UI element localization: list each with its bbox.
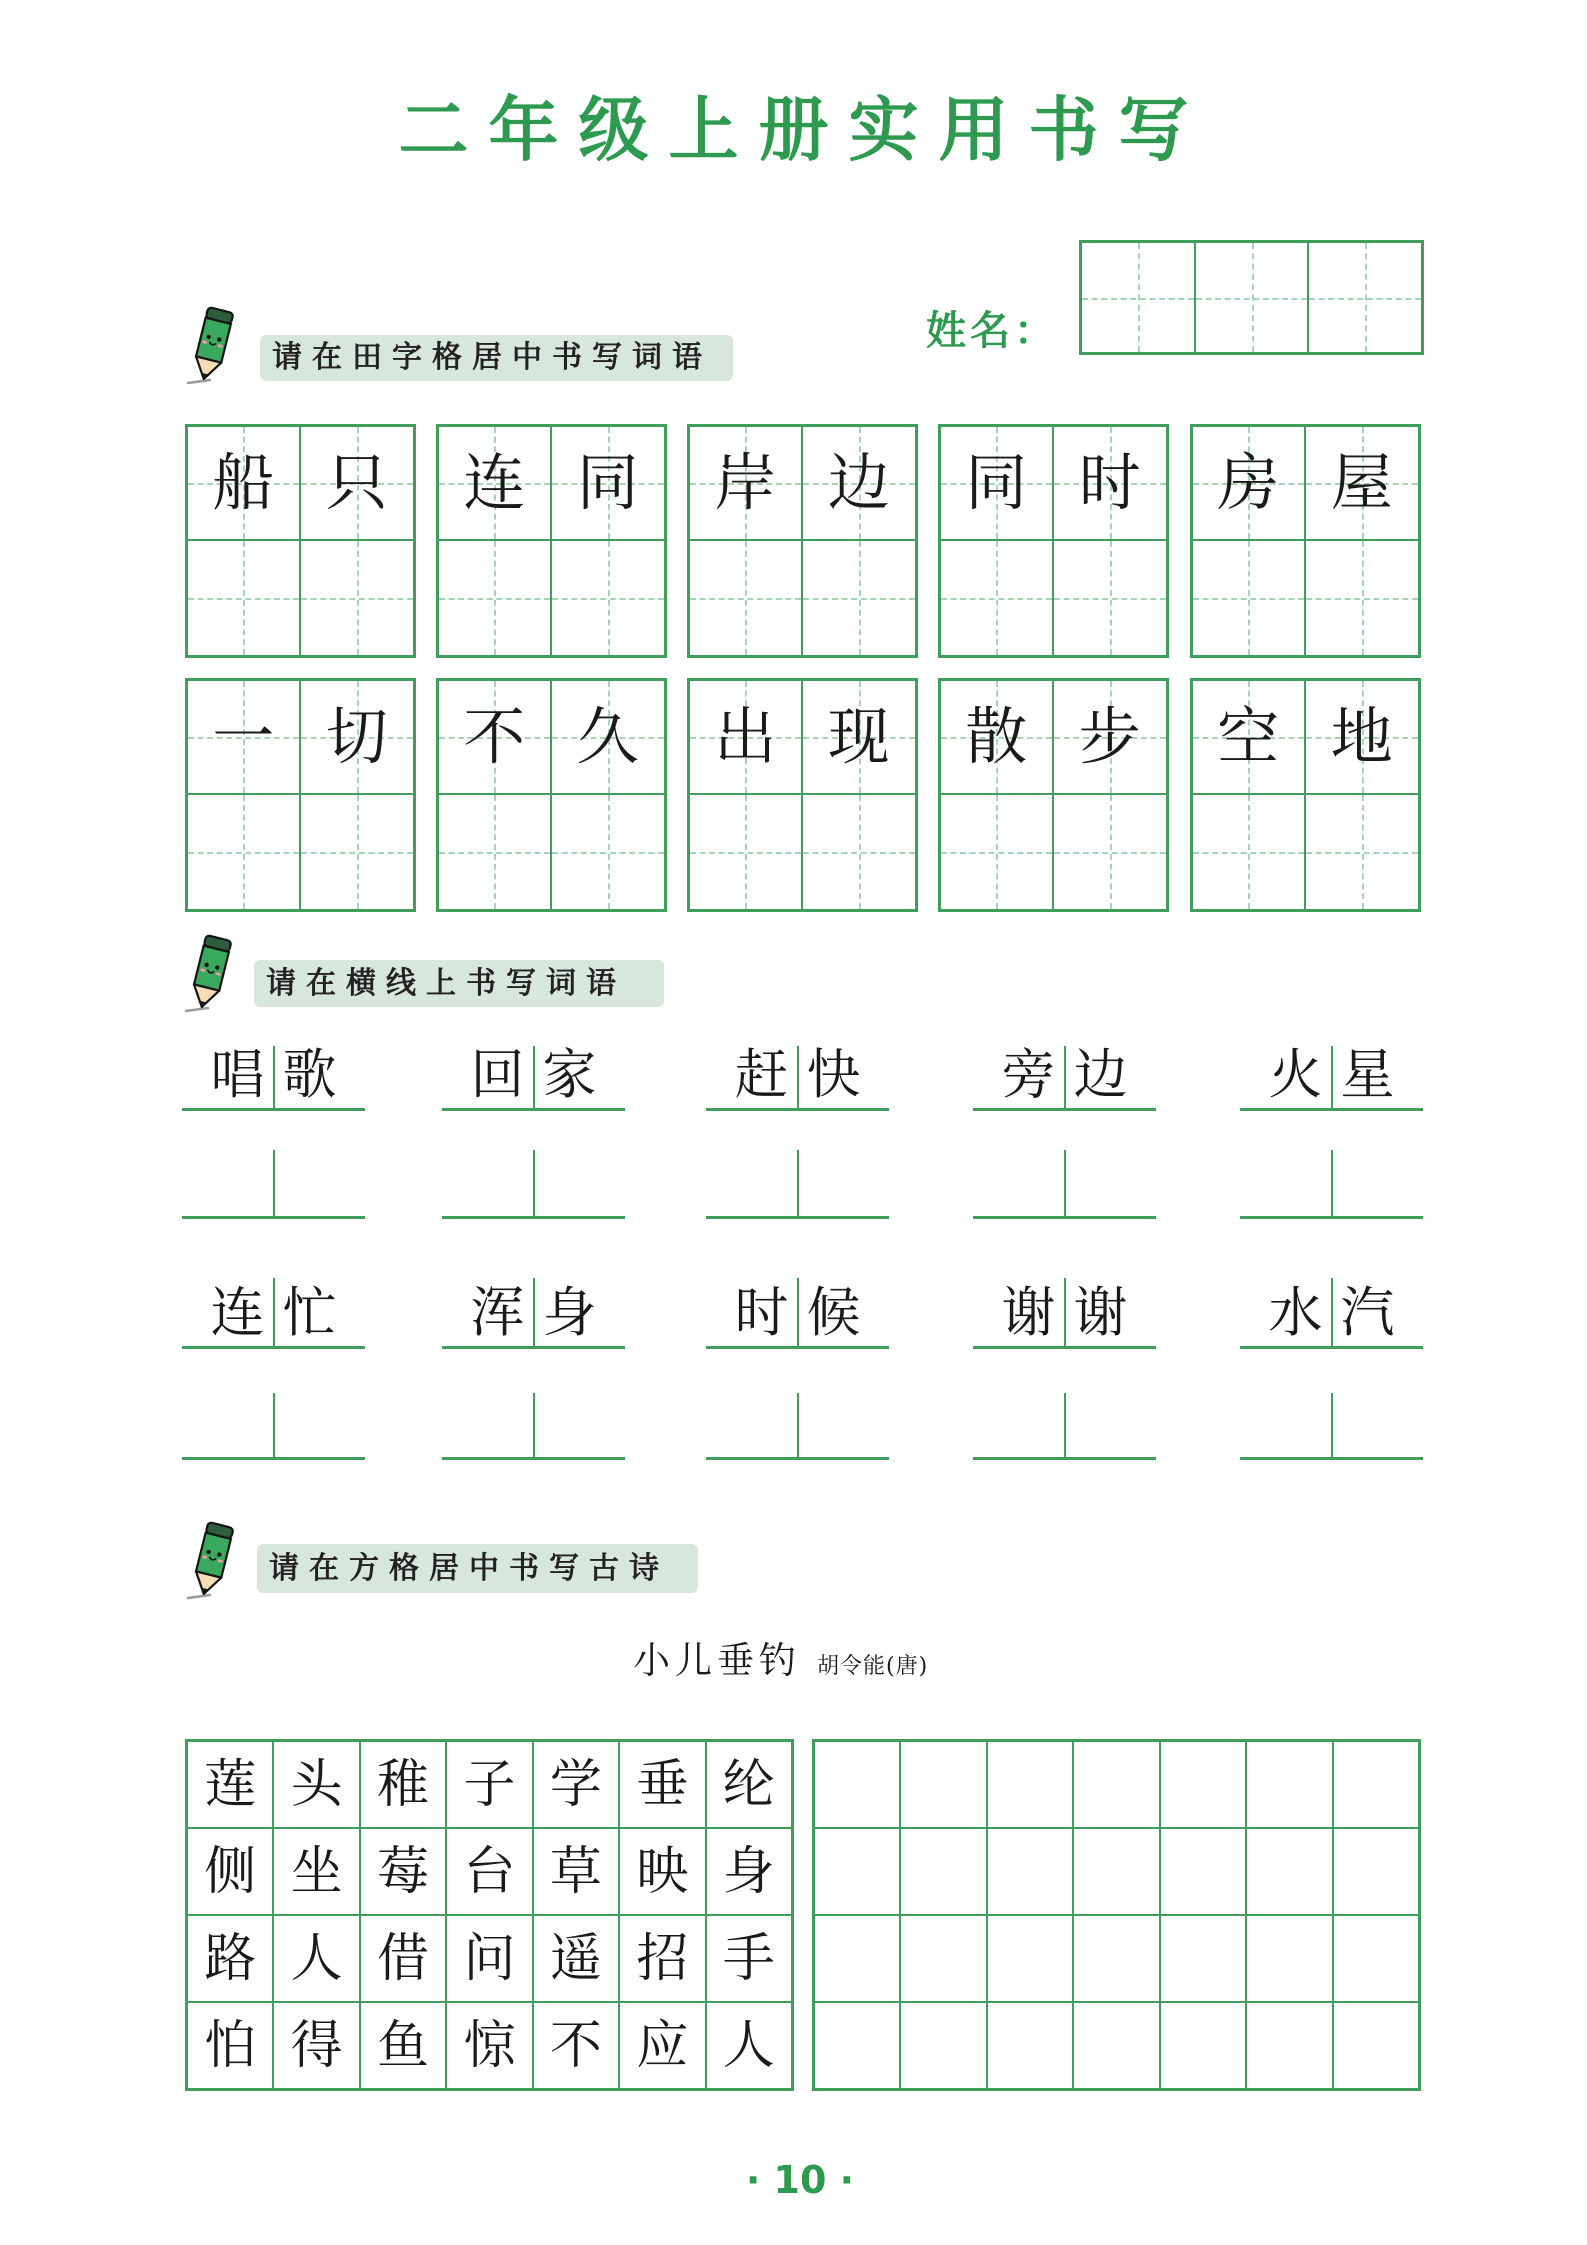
poem-char: 头 [274, 1742, 360, 1827]
line-word-char: 连 [210, 1281, 265, 1344]
line-word-char: 候 [806, 1281, 861, 1344]
line-word-char: 谢 [1001, 1281, 1056, 1344]
tian-cell [1193, 427, 1306, 541]
line-divider [273, 1150, 275, 1216]
practice-line [442, 1150, 625, 1219]
line-divider [797, 1046, 799, 1108]
tian-cell [941, 681, 1054, 795]
word-char: 只 [325, 446, 388, 519]
poem-char: 应 [620, 2003, 706, 2088]
practice-cell [1074, 1916, 1160, 2001]
tian-cell [188, 795, 301, 909]
poem-char: 垂 [620, 1742, 706, 1827]
poem-char: 不 [534, 2003, 620, 2088]
poem-line [188, 2003, 791, 2088]
poem-char: 莓 [361, 1829, 447, 1914]
word-grid-block [687, 424, 918, 658]
poem-char: 草 [534, 1829, 620, 1914]
practice-cell [815, 1742, 901, 1827]
poem-char: 侧 [188, 1829, 274, 1914]
practice-cell [901, 1742, 987, 1827]
line-divider [273, 1046, 275, 1108]
practice-cell [1334, 1742, 1418, 1827]
poem-char: 纶 [722, 1754, 775, 1815]
tian-cell [1054, 541, 1167, 655]
poem-author: 胡令能(唐) [817, 1654, 929, 1679]
poem-line [188, 1742, 791, 1829]
practice-line [182, 1393, 365, 1460]
practice-cell [1247, 1742, 1333, 1827]
line-word-char: 忙 [282, 1281, 337, 1344]
line-word [1240, 1270, 1423, 1349]
tian-cell [803, 681, 916, 795]
line-divider [1064, 1046, 1066, 1108]
practice-line [1240, 1393, 1423, 1460]
tian-cell [803, 427, 916, 541]
practice-line [973, 1393, 1156, 1460]
word-char: 屋 [1330, 446, 1393, 519]
poem-line [188, 1916, 791, 2003]
tian-cell [1054, 681, 1167, 795]
poem-char: 惊 [447, 2003, 533, 2088]
practice-cell [1161, 1916, 1247, 2001]
line-divider [273, 1278, 275, 1346]
poem-char: 鱼 [361, 2003, 447, 2088]
line-word-char: 家 [542, 1043, 597, 1106]
poem-char: 路 [188, 1916, 274, 2001]
tian-cell [803, 795, 916, 909]
word-char: 同 [965, 446, 1028, 519]
practice-row [815, 2003, 1418, 2088]
word-char: 一 [212, 700, 275, 773]
practice-line [442, 1393, 625, 1460]
practice-line [706, 1150, 889, 1219]
line-word-char: 水 [1268, 1281, 1323, 1344]
poem-line [188, 1829, 791, 1916]
name-box-cell [1082, 243, 1196, 352]
word-grid-block [185, 424, 416, 658]
poem-char: 稚 [361, 1742, 447, 1827]
practice-cell [988, 1742, 1074, 1827]
tian-cell [941, 795, 1054, 909]
tian-cell [803, 541, 916, 655]
tian-cell [690, 795, 803, 909]
line-divider [1064, 1278, 1066, 1346]
line-divider [533, 1046, 535, 1108]
practice-cell [1334, 2003, 1418, 2088]
poem-heading [633, 1630, 928, 1684]
line-divider [797, 1278, 799, 1346]
word-char: 连 [463, 446, 526, 519]
name-box-cell [1196, 243, 1310, 352]
practice-cell [1334, 1829, 1418, 1914]
word-char: 现 [827, 700, 890, 773]
poem-char: 学 [534, 1742, 620, 1827]
practice-line [973, 1150, 1156, 1219]
tian-cell [439, 541, 552, 655]
line-word [1240, 1040, 1423, 1111]
practice-cell [1247, 2003, 1333, 2088]
line-word-char: 汽 [1340, 1281, 1395, 1344]
line-word-char: 谢 [1073, 1281, 1128, 1344]
practice-cell [988, 1916, 1074, 2001]
poem-title: 小儿垂钓 [633, 1639, 801, 1682]
poem-char: 人 [722, 2015, 775, 2076]
poem-char: 招 [620, 1916, 706, 2001]
practice-line [1240, 1150, 1423, 1219]
line-word-char: 星 [1340, 1043, 1395, 1106]
tian-cell [439, 795, 552, 909]
tian-cell [301, 427, 414, 541]
line-divider [1331, 1393, 1333, 1457]
practice-cell [988, 1829, 1074, 1914]
name-box-cell [1309, 243, 1421, 352]
practice-cell [1247, 1916, 1333, 2001]
word-grid-block [185, 678, 416, 912]
page-number: · 10 · [745, 2158, 855, 2202]
poem-char: 怕 [188, 2003, 274, 2088]
word-grid-block [436, 424, 667, 658]
word-char: 散 [965, 700, 1028, 773]
practice-cell [901, 2003, 987, 2088]
word-char: 房 [1217, 446, 1280, 519]
line-word [706, 1040, 889, 1111]
section-label-line-words: 请在横线上书写词语 [254, 960, 664, 1007]
word-grid-block [436, 678, 667, 912]
line-word [182, 1270, 365, 1349]
line-word-char: 唱 [210, 1043, 265, 1106]
word-char: 船 [212, 446, 275, 519]
practice-cell [1161, 1829, 1247, 1914]
practice-cell [1074, 1829, 1160, 1914]
tian-cell [552, 795, 665, 909]
pencil-icon [184, 1521, 240, 1601]
line-word-char: 火 [1268, 1043, 1323, 1106]
line-word-char: 歌 [282, 1043, 337, 1106]
tian-cell [1193, 541, 1306, 655]
practice-row [815, 1916, 1418, 2003]
word-char: 久 [576, 700, 639, 773]
tian-cell [1306, 427, 1419, 541]
line-word [973, 1270, 1156, 1349]
poem-char: 人 [274, 1916, 360, 2001]
practice-cell [1074, 1742, 1160, 1827]
practice-row [815, 1829, 1418, 1916]
pencil-icon [184, 306, 240, 386]
practice-cell [1161, 1742, 1247, 1827]
line-divider [1331, 1046, 1333, 1108]
word-char: 空 [1217, 700, 1280, 773]
line-word [442, 1270, 625, 1349]
practice-cell [1247, 1829, 1333, 1914]
tian-cell [188, 541, 301, 655]
practice-line [182, 1150, 365, 1219]
practice-cell [901, 1829, 987, 1914]
line-word-char: 快 [806, 1043, 861, 1106]
word-grid-block [687, 678, 918, 912]
line-divider [1064, 1393, 1066, 1457]
line-divider [797, 1393, 799, 1457]
practice-cell [815, 1916, 901, 2001]
tian-cell [1054, 427, 1167, 541]
line-divider [797, 1150, 799, 1216]
line-word-char: 浑 [470, 1281, 525, 1344]
line-word-char: 时 [734, 1281, 789, 1344]
tian-cell [1306, 681, 1419, 795]
line-word-char: 回 [470, 1043, 525, 1106]
word-char: 岸 [714, 446, 777, 519]
word-char: 同 [576, 446, 639, 519]
tian-cell [690, 427, 803, 541]
tian-cell [552, 681, 665, 795]
word-grid-block [938, 424, 1169, 658]
practice-cell [901, 1916, 987, 2001]
practice-cell [1074, 2003, 1160, 2088]
practice-cell [1334, 1916, 1418, 2001]
word-grid-block [938, 678, 1169, 912]
practice-cell [988, 2003, 1074, 2088]
line-divider [533, 1150, 535, 1216]
word-char: 地 [1330, 700, 1393, 773]
poem-char: 子 [447, 1742, 533, 1827]
name-label: 姓名： [926, 308, 1058, 354]
poem-char: 映 [620, 1829, 706, 1914]
line-word [182, 1040, 365, 1111]
line-word [442, 1040, 625, 1111]
tian-cell [552, 541, 665, 655]
tian-cell [188, 427, 301, 541]
practice-cell [815, 2003, 901, 2088]
poem-char: 莲 [188, 1742, 274, 1827]
page-title: 二年级上册实用书写 [398, 89, 1209, 171]
word-grid-block [1190, 424, 1421, 658]
poem-char: 遥 [534, 1916, 620, 2001]
poem-char: 手 [722, 1928, 775, 1989]
line-word-char: 身 [542, 1281, 597, 1344]
word-grid-block [1190, 678, 1421, 912]
practice-line [706, 1393, 889, 1460]
practice-cell [815, 1829, 901, 1914]
word-char: 不 [463, 700, 526, 773]
poem-char: 身 [722, 1841, 775, 1902]
tian-cell [552, 427, 665, 541]
tian-cell [439, 427, 552, 541]
pencil-icon [182, 934, 238, 1014]
line-divider [533, 1393, 535, 1457]
practice-row [815, 1742, 1418, 1829]
line-word [973, 1040, 1156, 1111]
tian-cell [1306, 795, 1419, 909]
line-divider [273, 1393, 275, 1457]
poem-practice-grid [812, 1739, 1421, 2091]
section-label-grid-words: 请在田字格居中书写词语 [260, 335, 733, 381]
line-divider [1331, 1150, 1333, 1216]
tian-cell [188, 681, 301, 795]
poem-char: 借 [361, 1916, 447, 2001]
tian-cell [301, 681, 414, 795]
line-word-char: 旁 [1001, 1043, 1056, 1106]
tian-cell [301, 541, 414, 655]
line-divider [1331, 1278, 1333, 1346]
line-divider [1064, 1150, 1066, 1216]
tian-cell [690, 681, 803, 795]
word-char: 切 [325, 700, 388, 773]
tian-cell [1193, 681, 1306, 795]
tian-cell [439, 681, 552, 795]
tian-cell [941, 541, 1054, 655]
tian-cell [1193, 795, 1306, 909]
tian-cell [1306, 541, 1419, 655]
word-char: 时 [1078, 446, 1141, 519]
tian-cell [690, 541, 803, 655]
line-word-char: 边 [1073, 1043, 1128, 1106]
line-word-char: 赶 [734, 1043, 789, 1106]
poem-char: 问 [447, 1916, 533, 2001]
practice-cell [1161, 2003, 1247, 2088]
word-char: 边 [827, 446, 890, 519]
tian-cell [1054, 795, 1167, 909]
section-label-poem: 请在方格居中书写古诗 [257, 1544, 698, 1593]
poem-grid [185, 1739, 794, 2091]
word-char: 步 [1078, 700, 1141, 773]
line-word [706, 1270, 889, 1349]
line-divider [533, 1278, 535, 1346]
tian-cell [301, 795, 414, 909]
poem-char: 得 [274, 2003, 360, 2088]
tian-cell [941, 427, 1054, 541]
poem-char: 台 [447, 1829, 533, 1914]
poem-char: 坐 [274, 1829, 360, 1914]
name-boxes [1079, 240, 1424, 355]
word-char: 出 [714, 700, 777, 773]
